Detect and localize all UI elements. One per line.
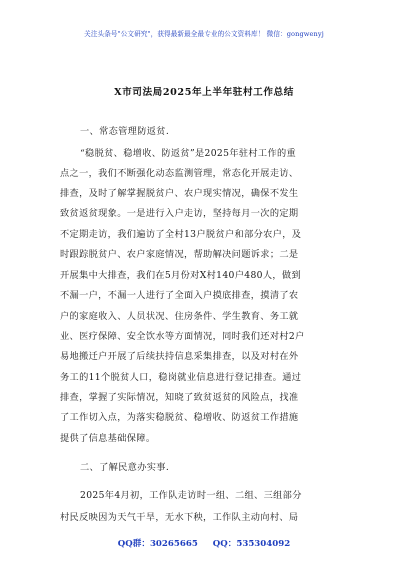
body-line: 不定期走访，我们遍访了全村13户脱贫户和部分农户，及: [60, 229, 302, 240]
body-line: 易地搬迁户开展了后续扶持信息采集排查，以及对村在外: [60, 351, 299, 362]
body-line: 开展集中大排查，我们在5月份对X村140户480人，做到: [60, 270, 302, 281]
body-line: 户的家庭收入、人员状况、住房条件、学生教育、务工就: [60, 311, 299, 322]
body-line: 不漏一户，不漏一人进行了全面入户摸底排查，摸清了农: [60, 290, 299, 301]
section-heading-2: 二、了解民意办实事.: [80, 462, 170, 473]
section-heading-1: 一、常态管理防返贫.: [80, 126, 170, 137]
body-line: 排查，掌握了实际情况，知晓了致贫返贫的风险点，找准: [60, 392, 299, 403]
body-line: 了工作切入点，为落实稳脱贫、稳增收、防返贫工作措施: [60, 412, 299, 423]
body-line: 务工的11个脱贫人口，稳岗就业信息进行登记排查。通过: [60, 372, 302, 383]
body-line: 业、医疗保障、安全饮水等方面情况，同时我们还对村2户: [60, 331, 305, 342]
document-title: X市司法局2025年上半年驻村工作总结: [114, 87, 294, 98]
body-line: 排查，及时了解掌握脱贫户、农户现实情况，确保不发生: [60, 188, 299, 199]
body-line: 点之一，我们不断强化动态监测管理，常态化开展走访、: [60, 168, 299, 179]
body-line: 2025年4月初，工作队走访时一组、二组、三组部分: [80, 490, 302, 501]
body-line: “稳脱贫、稳增收、防返贫”是2025年驻村工作的重: [80, 148, 297, 159]
body-line: 时跟踪脱贫户、农户家庭情况，帮助解决问题诉求；二是: [60, 249, 299, 260]
body-line: 致贫返贫现象。一是进行入户走访，坚持每月一次的定期: [60, 208, 299, 219]
body-line: 提供了信息基础保障。: [60, 433, 156, 444]
footer-qq: QQ：535304092: [212, 539, 291, 549]
footer-contact: [0, 537, 408, 549]
body-line: 村民反映因为天气干旱，无水下秧，工作队主动向村、局: [60, 512, 299, 523]
header-banner: 关注头条号"公文研究"，获得最新最全最专业的公文资料库！ 微信：gongwenyj: [84, 30, 324, 38]
footer-qq-group: QQ群：30265665: [117, 539, 198, 549]
